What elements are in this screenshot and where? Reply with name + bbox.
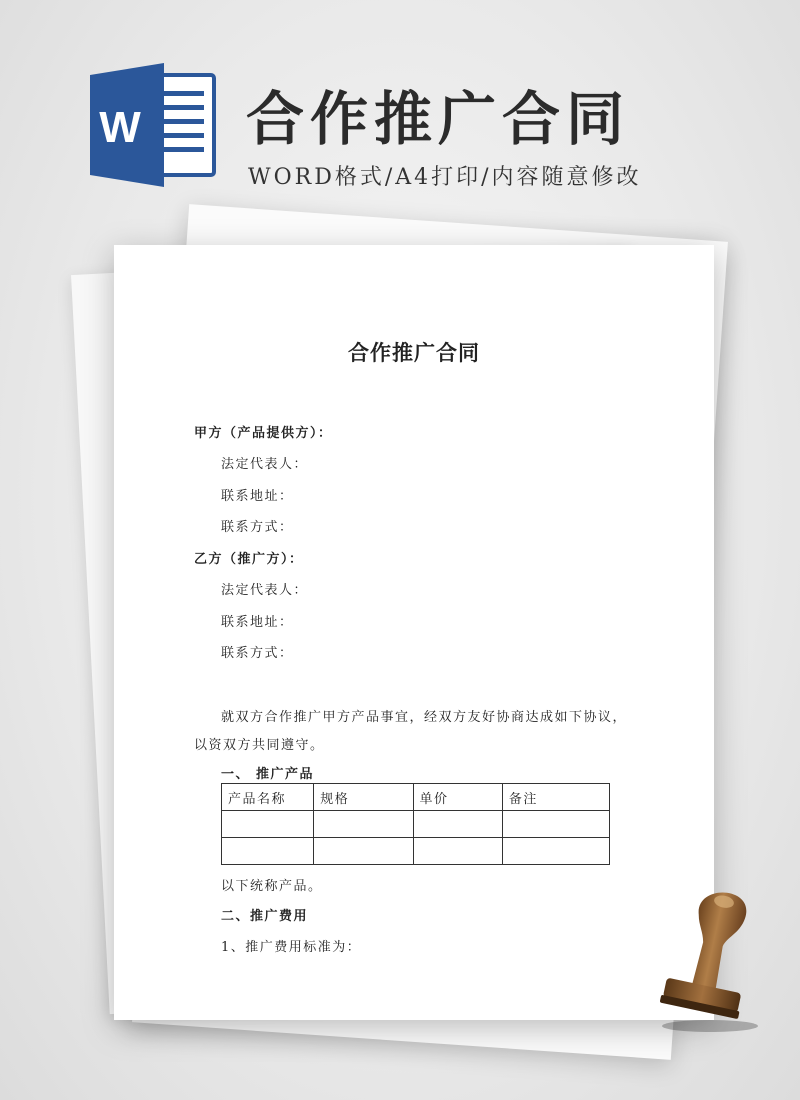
word-logo-letter: W (99, 103, 141, 152)
party-b-heading: 乙方（推广方）： (194, 552, 304, 567)
party-b-address: 联系地址： (221, 615, 294, 630)
intro-paragraph-line1: 就双方合作推广甲方产品事宜，经双方友好协商达成如下协议， (221, 710, 628, 725)
table-cell (314, 838, 413, 865)
word-icon (88, 63, 216, 187)
table-cell (502, 811, 609, 838)
party-a-address: 联系地址： (221, 489, 294, 504)
table-cell (413, 838, 502, 865)
table-header-cell: 规格 (314, 784, 413, 811)
table-header-cell: 产品名称 (222, 784, 314, 811)
party-a-heading: 甲方（产品提供方）： (194, 426, 333, 441)
banner-title: 合作推广合同 (246, 85, 631, 153)
document-page (114, 245, 714, 1020)
party-b-contact: 联系方式： (221, 646, 294, 661)
table-cell (314, 811, 413, 838)
section-1-heading: 一、 推广产品 (221, 767, 315, 782)
stamp-icon (650, 878, 770, 1033)
table-header-row (222, 784, 610, 811)
table-row (222, 811, 610, 838)
party-a-rep: 法定代表人： (221, 457, 309, 472)
table-header-cell: 备注 (502, 784, 609, 811)
intro-paragraph-line2: 以资双方共同遵守。 (194, 738, 325, 753)
party-a-contact: 联系方式： (221, 520, 294, 535)
section-2-heading: 二、推广费用 (221, 909, 309, 924)
party-b-rep: 法定代表人： (221, 583, 309, 598)
banner-header (0, 0, 800, 210)
table-cell (222, 811, 314, 838)
table-cell (413, 811, 502, 838)
table-cell (222, 838, 314, 865)
banner-subtitle: WORD格式/A4打印/内容随意修改 (248, 165, 642, 190)
product-table (221, 783, 610, 865)
after-table-note: 以下统称产品。 (221, 879, 323, 894)
clause-2-1: 1、推广费用标准为： (221, 940, 362, 955)
table-header-cell: 单价 (413, 784, 502, 811)
table-cell (502, 838, 609, 865)
table-row (222, 838, 610, 865)
document-title: 合作推广合同 (348, 340, 480, 365)
